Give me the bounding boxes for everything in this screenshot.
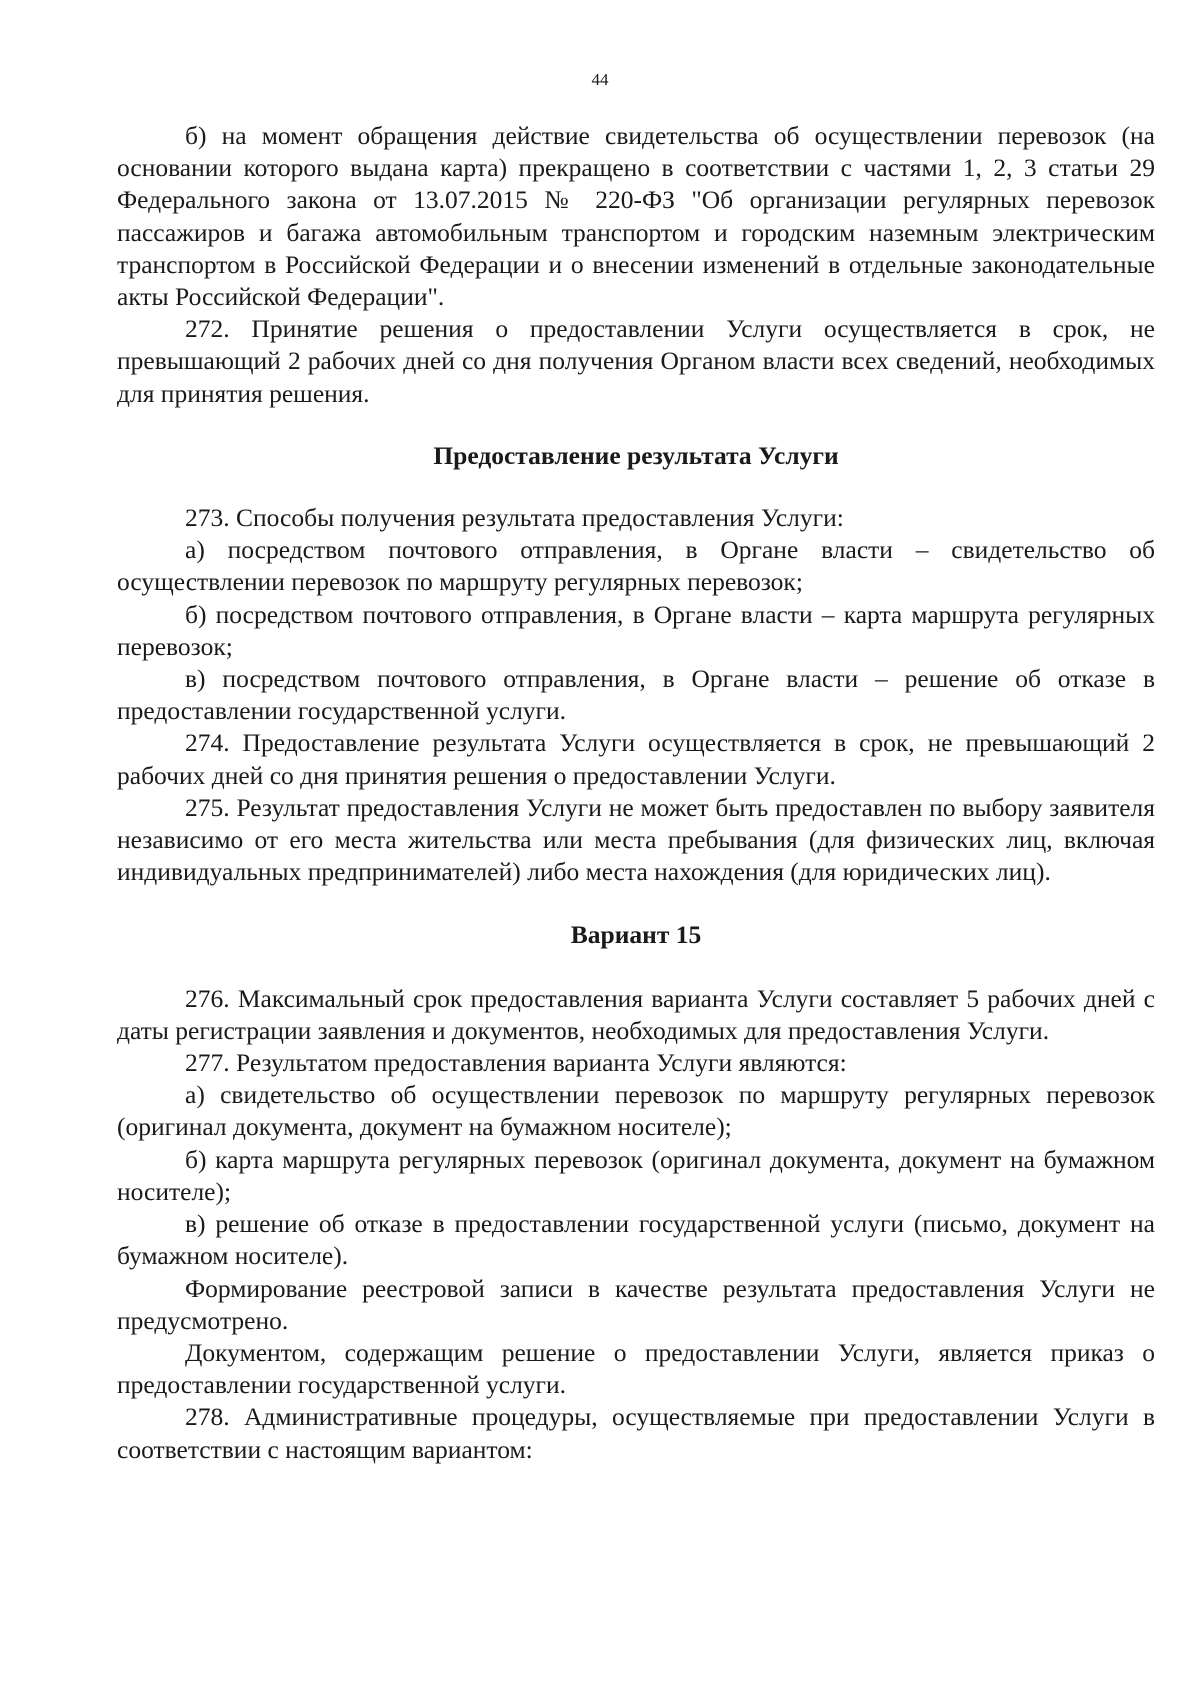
paragraph-273: 273. Способы получения результата предоставления Услуги: [185,503,844,533]
paragraph-274: 274. Предоставление результата Услуги осуществляется в срок, не превышающий 2 рабочих дней со дня принятия решения о предоставлении Услуги. [117,728,1155,790]
paragraph-278: 278. Административные процедуры, осуществляемые при предоставлении Услуги в соответствии с настоящим вариантом: [117,1402,1155,1464]
paragraph-273-b: б) посредством почтового отправления, в Органе власти – карта маршрута регулярных перевозок; [117,599,1155,661]
page-number: 44 [591,70,609,89]
paragraph-275: 275. Результат предоставления Услуги не может быть предоставлен по выбору заявителя независимо от его места жительства или места пребывания (для физических лиц, включая индивидуальных предпринимателей) либо места нахождения (для юридических лиц). [117,792,1155,887]
paragraph-277-b: б) карта маршрута регулярных перевозок (оригинал документа, документ на бумажном носителе); [117,1144,1155,1206]
paragraph-276: 276. Максимальный срок предоставления варианта Услуги составляет 5 рабочих дней с даты регистрации заявления и документов, необходимых для предоставления Услуги. [117,983,1155,1045]
paragraph-registry-record: Формирование реестровой записи в качестве результата предоставления Услуги не предусмотрено. [117,1273,1155,1335]
document-body [117,120,1155,1466]
section-heading-variant-15: Вариант 15 [570,920,702,950]
paragraph-277-a: а) свидетельство об осуществлении перевозок по маршруту регулярных перевозок (оригинал документа, документ на бумажном носителе); [117,1080,1155,1142]
section-heading-result: Предоставление результата Услуги [433,440,839,470]
paragraph-b-clause: б) на момент обращения действие свидетельства об осуществлении перевозок (на основании которого выдана карта) прекращено в соответствии с частями 1, 2, 3 статьи 29 Федерального закона от 13.07.2015 № 220-ФЗ "Об организации регулярных перевозок пассажиров и багажа автомобильным транспортом и городским наземным электрическим транспортом в Российской Федерации и о внесении изменений в отдельные законодательные акты Российской Федерации". [117,121,1155,312]
paragraph-273-a: а) посредством почтового отправления, в Органе власти – свидетельство об осуществлении перевозок по маршруту регулярных перевозок; [117,535,1155,597]
paragraph-277: 277. Результатом предоставления варианта Услуги являются: [185,1048,847,1078]
paragraph-273-c: в) посредством почтового отправления, в Органе власти – решение об отказе в предоставлении государственной услуги. [117,664,1155,726]
paragraph-decision-document: Документом, содержащим решение о предоставлении Услуги, является приказ о предоставлении государственной услуги. [117,1337,1155,1400]
paragraph-272: 272. Принятие решения о предоставлении Услуги осуществляется в срок, не превышающий 2 рабочих дней со дня получения Органом власти всех сведений, необходимых для принятия решения. [117,314,1155,408]
paragraph-277-c: в) решение об отказе в предоставлении государственной услуги (письмо, документ на бумажном носителе). [117,1209,1155,1271]
